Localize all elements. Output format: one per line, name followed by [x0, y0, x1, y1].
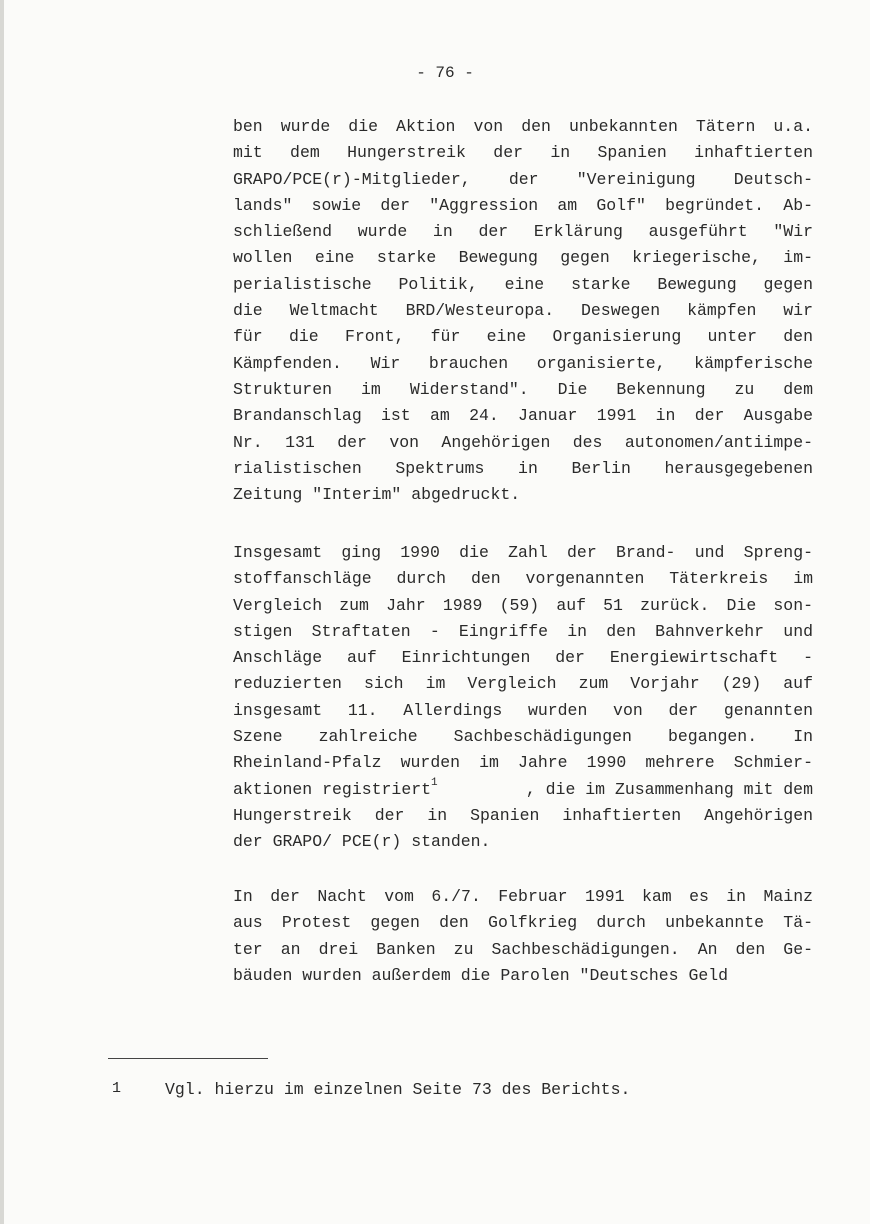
text-line	[233, 324, 813, 350]
text-line	[233, 803, 813, 829]
paragraph-1	[233, 114, 813, 508]
line-text: schließend wurde in der Erklärung ausgeführt "Wir	[233, 222, 813, 242]
line-text: der GRAPO/ PCE(r) standen.	[233, 832, 491, 852]
paragraph-2	[233, 540, 813, 856]
text-line	[233, 750, 813, 776]
text-line	[233, 593, 813, 619]
line-text: mit dem Hungerstreik der in Spanien inhaftierten	[233, 143, 813, 163]
line-text: wollen eine starke Bewegung gegen kriegerische, im-	[233, 248, 813, 268]
text-line	[233, 698, 813, 724]
line-text: insgesamt 11. Allerdings wurden von der genannten	[233, 700, 813, 720]
line-text: aus Protest gegen den Golfkrieg durch unbekannte Tä-	[233, 913, 813, 933]
page-number: - 76 -	[416, 64, 474, 82]
line-text: Rheinland-Pfalz wurden im Jahre 1990 mehrere Schmier-	[233, 753, 813, 773]
line-segment	[233, 777, 438, 803]
line-text: Anschläge auf Einrichtungen der Energiewirtschaft -	[233, 648, 813, 668]
line-text: In der Nacht vom 6./7. Februar 1991 kam es in Mainz	[233, 887, 813, 906]
text-line	[233, 456, 813, 482]
footnote-number: 1	[112, 1080, 122, 1097]
footnote-text: Vgl. hierzu im einzelnen Seite 73 des Berichts.	[165, 1080, 631, 1099]
text-line	[233, 351, 813, 377]
line-text: Vergleich zum Jahr 1989 (59) auf 51 zurück. Die son-	[233, 595, 813, 615]
text-line	[233, 937, 813, 963]
line-text: stoffanschläge durch den vorgenannten Täterkreis im	[233, 569, 813, 589]
footnote-divider	[108, 1058, 268, 1059]
footnote-reference: 1	[431, 776, 438, 789]
scan-edge	[0, 0, 4, 1224]
line-text: für die Front, für eine Organisierung unter den	[233, 327, 813, 347]
text-line	[233, 298, 813, 324]
line-text: Zeitung "Interim" abgedruckt.	[233, 485, 521, 505]
line-text: rialistischen Spektrums in Berlin herausgegebenen	[233, 458, 813, 478]
text-line	[233, 245, 813, 271]
line-text: ben wurde die Aktion von den unbekannten Tätern u.a.	[233, 117, 813, 136]
text-line	[233, 482, 813, 508]
text-line	[233, 829, 813, 855]
text-line	[233, 167, 813, 193]
line-text: GRAPO/PCE(r)-Mitglieder, der "Vereinigung Deutsch-	[233, 169, 813, 189]
line-text: , die im Zusammenhang mit dem	[525, 779, 813, 799]
line-text: die Weltmacht BRD/Westeuropa. Deswegen kämpfen wir	[233, 301, 813, 321]
line-text: Kämpfenden. Wir brauchen organisierte, kämpferische	[233, 353, 813, 373]
text-line	[233, 193, 813, 219]
text-line	[233, 430, 813, 456]
text-line	[233, 645, 813, 671]
text-line	[233, 671, 813, 697]
line-text: aktionen registriert	[233, 779, 432, 799]
line-text: Nr. 131 der von Angehörigen des autonomen/antiimpe-	[233, 432, 813, 452]
text-line	[233, 884, 813, 910]
text-line	[233, 963, 813, 989]
line-text: stigen Straftaten - Eingriffe in den Bahnverkehr und	[233, 621, 813, 641]
text-line	[233, 910, 813, 936]
line-text: lands" sowie der "Aggression am Golf" begründet. Ab-	[233, 195, 813, 215]
line-text: perialistische Politik, eine starke Bewegung gegen	[233, 274, 813, 294]
line-text: Brandanschlag ist am 24. Januar 1991 in der Ausgabe	[233, 406, 813, 426]
line-text: Insgesamt ging 1990 die Zahl der Brand- und Spreng-	[233, 543, 813, 562]
text-line	[233, 619, 813, 645]
text-line	[233, 272, 813, 298]
text-line	[233, 777, 813, 803]
text-line	[233, 724, 813, 750]
line-text: Hungerstreik der in Spanien inhaftierten Angehörigen	[233, 805, 813, 825]
line-text: reduzierten sich im Vergleich zum Vorjahr (29) auf	[233, 674, 813, 694]
line-text: Strukturen im Widerstand". Die Bekennung zu dem	[233, 379, 813, 399]
text-line	[233, 566, 813, 592]
text-line	[233, 114, 813, 140]
text-line	[233, 403, 813, 429]
paragraph-3	[233, 884, 813, 989]
line-text: ter an drei Banken zu Sachbeschädigungen. An den Ge-	[233, 939, 813, 959]
text-line	[233, 377, 813, 403]
line-text: bäuden wurden außerdem die Parolen "Deutsches Geld	[233, 965, 729, 985]
text-line	[233, 140, 813, 166]
text-line	[233, 540, 813, 566]
text-line	[233, 219, 813, 245]
line-text: Szene zahlreiche Sachbeschädigungen begangen. In	[233, 727, 813, 747]
